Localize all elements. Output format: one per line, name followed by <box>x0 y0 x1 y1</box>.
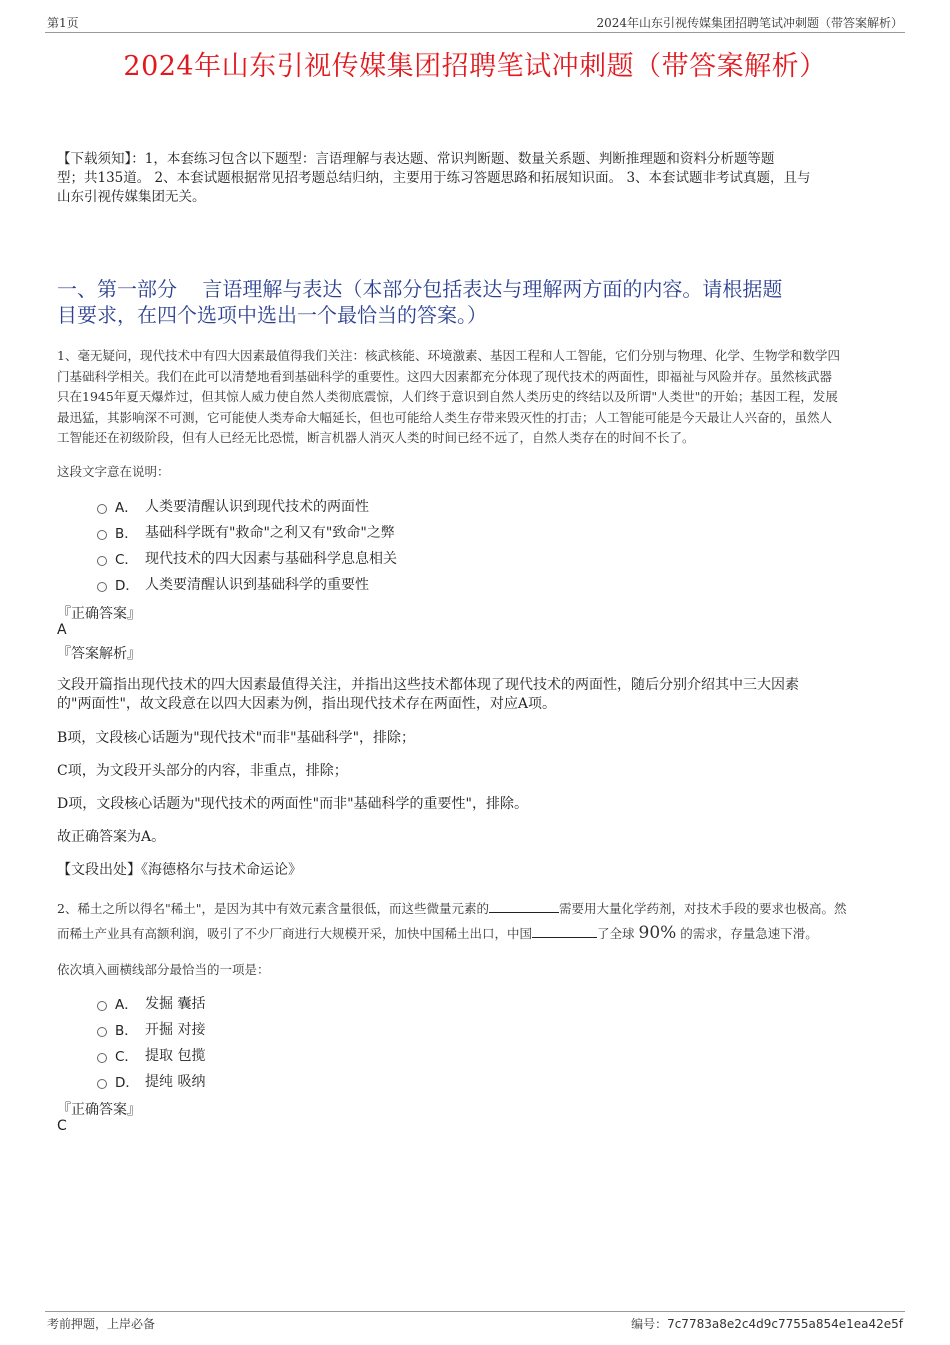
header-page-number: 第1页 <box>47 16 79 30</box>
page-title: 2024年山东引视传媒集团招聘笔试冲刺题（带答案解析） <box>123 51 827 82</box>
q1-option-d[interactable] <box>97 574 369 594</box>
q1-prompt: 这段文字意在说明： <box>57 464 170 479</box>
header-divider <box>45 32 905 33</box>
q2-text: 需要用大量化学药剂，对技术手段的要求也极高。然 <box>558 901 847 916</box>
section-heading-line: 一、第一部分 言语理解与表达（本部分包括表达与理解两方面的内容。请根据题 <box>57 277 783 301</box>
q1-answer-label: 『正确答案』 <box>57 606 141 622</box>
q2-option-a[interactable] <box>97 993 205 1013</box>
option-text: 提纯 吸纳 <box>145 1074 206 1090</box>
q2-text: 2、稀土之所以得名"稀土"，是因为其中有效元素含量很低，而这些微量元素的 <box>57 901 489 916</box>
q2-prompt: 依次填入画横线部分最恰当的一项是： <box>57 962 270 977</box>
analysis-line: B项，文段核心话题为"现代技术"而非"基础科学"，排除； <box>57 730 416 746</box>
option-text: 现代技术的四大因素与基础科学息息相关 <box>145 551 397 567</box>
q1-answer: A <box>57 622 67 638</box>
percent-value: 90% <box>638 923 677 943</box>
section-heading <box>57 276 897 328</box>
footer-code <box>631 1315 903 1332</box>
q1-passage-line: 工智能还在初级阶段，但有人已经无比恐慌，断言机器人消灭人类的时间已经不远了，自然人类存在的时间不长了。 <box>57 430 695 445</box>
option-letter: C． <box>115 552 138 568</box>
q1-analysis <box>57 676 887 714</box>
footer-code-label: 编号： <box>631 1317 668 1331</box>
option-letter: D． <box>115 578 139 594</box>
analysis-line: 的"两面性"，故文段意在以四大因素为例，指出现代技术存在两面性，对应A项。 <box>57 696 556 712</box>
radio-icon[interactable] <box>97 582 107 592</box>
notice-line: 山东引视传媒集团无关。 <box>57 189 206 205</box>
option-text: 人类要清醒认识到基础科学的重要性 <box>145 577 369 593</box>
analysis-line: D项，文段核心话题为"现代技术的两面性"而非"基础科学的重要性"，排除。 <box>57 796 528 812</box>
radio-icon[interactable] <box>97 1079 107 1089</box>
analysis-line: 故正确答案为A。 <box>57 829 166 845</box>
option-letter: D． <box>115 1075 139 1091</box>
header-doc-title: 2024年山东引视传媒集团招聘笔试冲刺题（带答案解析） <box>596 16 903 30</box>
analysis-line: 文段开篇指出现代技术的四大因素最值得关注，并指出这些技术都体现了现代技术的两面性，随后分别介绍其中三大因素 <box>57 677 799 693</box>
q2-answer: C <box>57 1118 67 1134</box>
q2-passage-line <box>57 921 897 946</box>
q1-option-b[interactable] <box>97 522 395 542</box>
q1-analysis-label: 『答案解析』 <box>57 646 141 662</box>
q2-passage-line <box>57 897 897 921</box>
analysis-line: C项，为文段开头部分的内容，非重点，排除； <box>57 763 348 779</box>
notice-line: 【下载须知】：1，本套练习包含以下题型：言语理解与表达题、常识判断题、数量关系题、判断推理题和资料分析题等题 <box>57 151 775 167</box>
q2-answer-label: 『正确答案』 <box>57 1102 141 1118</box>
option-letter: A． <box>115 997 138 1013</box>
q1-passage-line: 最迅猛，其影响深不可测，它可能使人类寿命大幅延长，但也可能给人类生存带来毁灭性的打击；人工智能可能是今天最让人兴奋的，虽然人 <box>57 409 833 425</box>
q2-text: 而稀土产业具有高额利润，吸引了不少厂商进行大规模开采，加快中国稀土出口，中国 <box>57 926 533 941</box>
section-heading-line: 目要求，在四个选项中选出一个最恰当的答案。） <box>57 303 487 327</box>
option-text: 提取 包揽 <box>145 1048 206 1064</box>
q1-passage-line: 只在1945年夏天爆炸过，但其惊人威力使自然人类彻底震惊，人们终于意识到自然人类历史的终结以及所谓"人类世"的开始；基因工程，发展 <box>57 389 838 404</box>
option-letter: B． <box>115 526 138 542</box>
option-letter: B． <box>115 1023 138 1039</box>
footer-slogan: 考前押题，上岸必备 <box>47 1317 156 1331</box>
q1-passage-line: 门基础科学相关。我们在此可以清楚地看到基础科学的重要性。这四大因素都充分体现了现代技术的两面性，即福祉与风险并存。虽然核武器 <box>57 368 833 384</box>
option-text: 人类要清醒认识到现代技术的两面性 <box>145 499 369 515</box>
option-letter: A． <box>115 500 138 516</box>
fill-blank-1 <box>489 900 559 913</box>
q2-option-c[interactable] <box>97 1045 205 1065</box>
footer-divider <box>45 1311 905 1312</box>
q2-text: 了全球 <box>597 926 635 941</box>
option-letter: C． <box>115 1049 138 1065</box>
q1-option-a[interactable] <box>97 496 369 516</box>
download-notice <box>57 150 897 207</box>
option-text: 开掘 对接 <box>145 1022 206 1038</box>
radio-icon[interactable] <box>97 1001 107 1011</box>
option-text: 基础科学既有"救命"之利又有"致命"之弊 <box>145 525 395 541</box>
footer-code-value: 7c7783a8e2c4d9c7755a854e1ea42e5f <box>667 1317 903 1331</box>
q1-passage-line: 1、毫无疑问，现代技术中有四大因素最值得我们关注：核武核能、环境激素、基因工程和人工智能，它们分别与物理、化学、生物学和数学四 <box>57 348 840 363</box>
q1-passage <box>57 346 897 449</box>
q2-option-d[interactable] <box>97 1071 205 1091</box>
notice-line: 型；共135道。 2、本套试题根据常见招考题总结归纳，主要用于练习答题思路和拓展知识面。 3、本套试题非考试真题，且与 <box>57 170 811 186</box>
q2-option-b[interactable] <box>97 1019 205 1039</box>
radio-icon[interactable] <box>97 504 107 514</box>
fill-blank-2 <box>532 925 597 938</box>
radio-icon[interactable] <box>97 1027 107 1037</box>
option-text: 发掘 囊括 <box>145 996 206 1012</box>
q2-text: 的需求，存量急速下滑。 <box>680 926 818 941</box>
q1-source: 【文段出处】《海德格尔与技术命运论》 <box>57 862 302 878</box>
radio-icon[interactable] <box>97 530 107 540</box>
radio-icon[interactable] <box>97 556 107 566</box>
radio-icon[interactable] <box>97 1053 107 1063</box>
q1-option-c[interactable] <box>97 548 397 568</box>
q2-passage <box>57 897 897 946</box>
